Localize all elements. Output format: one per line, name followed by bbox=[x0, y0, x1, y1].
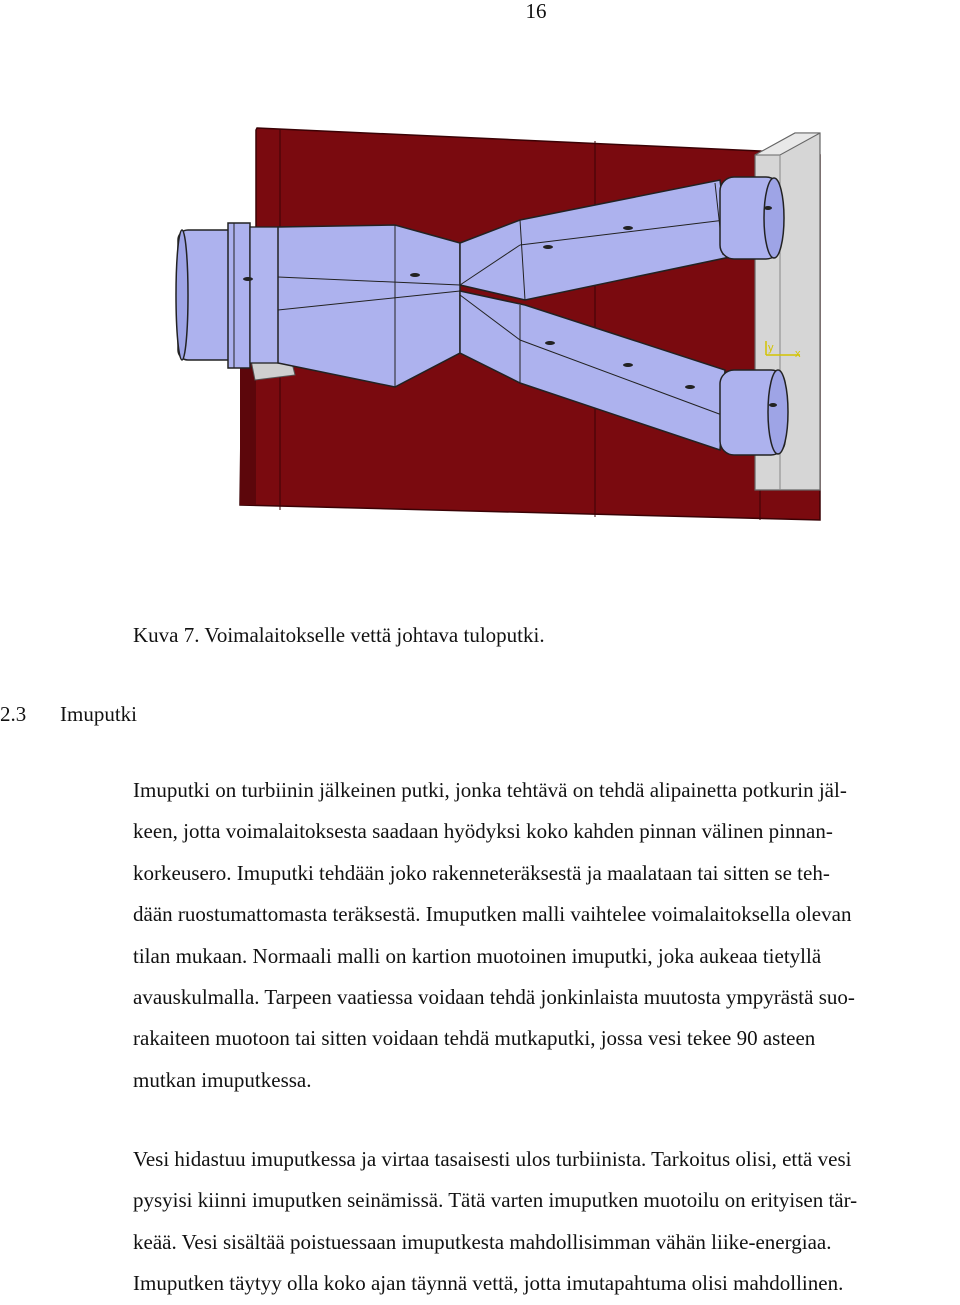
paragraph-line: avauskulmalla. Tarpeen vaatiessa voidaan tehdä jonkinlaista muutosta ympyrästä suo- bbox=[133, 984, 855, 1009]
paragraph-line: korkeusero. Imuputki tehdään joko rakenneteräksestä ja maalataan tai sitten se teh- bbox=[133, 860, 830, 885]
paragraph-line: pysyisi kiinni imuputken seinämissä. Tätä varten imuputken muotoilu on erityisen tär- bbox=[133, 1188, 858, 1213]
paragraph-line: dään ruostumattomasta teräksestä. Imuputken malli vaihtelee voimalaitoksella olevan bbox=[133, 902, 852, 927]
section-title: Imuputki bbox=[60, 702, 137, 726]
paragraph-line: rakaiteen muotoon tai sitten voidaan tehdä mutkaputki, jossa vesi tekee 90 asteen bbox=[133, 1026, 816, 1051]
figure-caption: Kuva 7. Voimalaitokselle vettä johtava tuloputki. bbox=[133, 623, 545, 647]
paragraph-line: mutkan imuputkessa. bbox=[133, 1067, 312, 1092]
pipe-render-image bbox=[170, 125, 825, 525]
paragraph-line: keää. Vesi sisältää poistuessaan imuputkesta mahdollisimman vähän liike-energiaa. bbox=[133, 1229, 832, 1254]
paragraph-line: keen, jotta voimalaitoksesta saadaan hyödyksi koko kahden pinnan välinen pinnan- bbox=[133, 819, 833, 844]
paragraph-line: tilan mukaan. Normaali malli on kartion muotoinen imuputki, joka aukeaa tietyllä bbox=[133, 943, 822, 968]
paragraph-line: Vesi hidastuu imuputkessa ja virtaa tasaisesti ulos turbiinista. Tarkoitus olisi, että vesi bbox=[133, 1147, 852, 1171]
page-number: 16 bbox=[525, 0, 547, 23]
section-heading bbox=[0, 701, 137, 727]
axis-label-y: y bbox=[768, 342, 774, 354]
section-number: 2.3 bbox=[0, 702, 27, 726]
paragraph-2 bbox=[133, 1139, 960, 1305]
axis-label-x: x bbox=[795, 348, 801, 360]
pipe-trunk bbox=[278, 225, 460, 387]
paragraph-line: Imuputki on turbiinin jälkeinen putki, jonka tehtävä on tehdä alipainetta potkurin jäl- bbox=[133, 778, 847, 802]
pipe-figure bbox=[170, 125, 825, 525]
paragraph-line: Imuputken täytyy olla koko ajan täynnä vettä, jotta imutapahtuma olisi mahdollinen. bbox=[133, 1271, 844, 1296]
paragraph-1 bbox=[133, 770, 960, 1101]
